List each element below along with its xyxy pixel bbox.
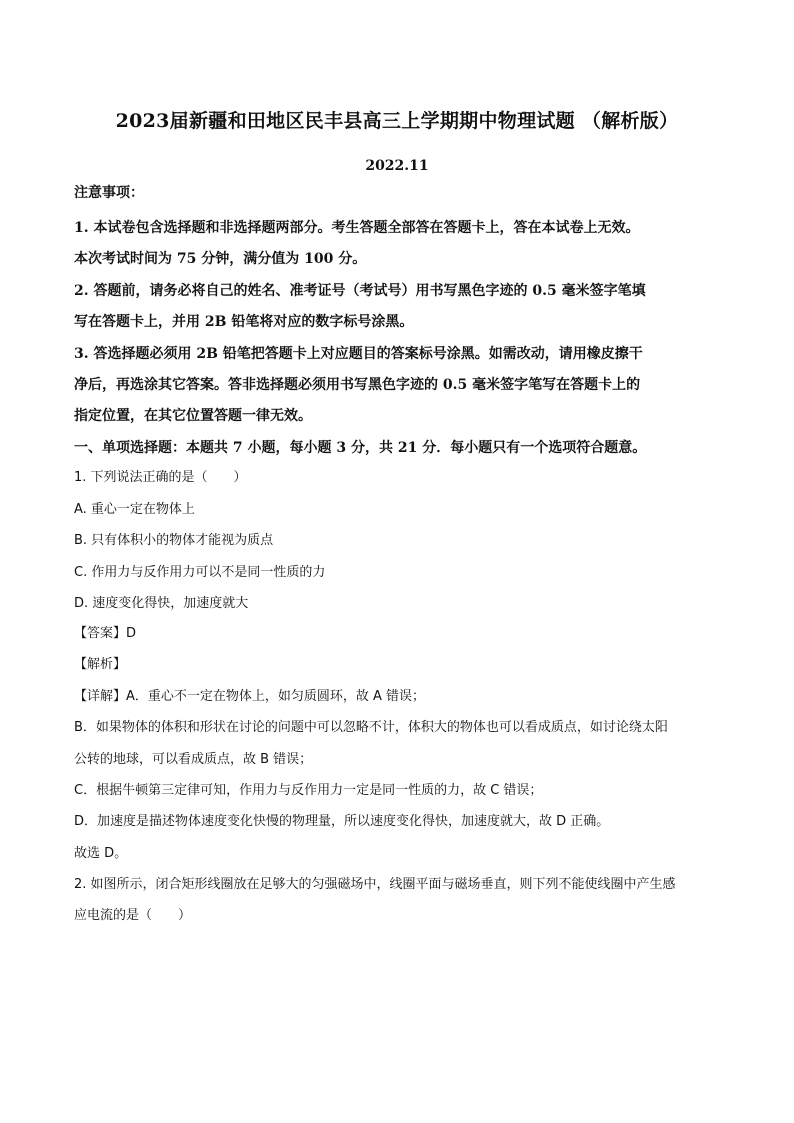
question-stem: 2. 如图所示，闭合矩形线圈放在足够大的匀强磁场中，线圈平面与磁场垂直，则下列不能使线圈中产生感 (74, 877, 676, 892)
document-date: 2022.11 (365, 158, 429, 174)
notice-line: 净后，再选涂其它答案。答非选择题必须用书写黑色字迹的 0.5 毫米签字笔写在答题卡上的 (74, 377, 641, 393)
notice-line: 1. 本试卷包含选择题和非选择题两部分。考生答题全部答在答题卡上，答在本试卷上无效。 (74, 220, 640, 236)
answer-label: 【答案】D (74, 626, 137, 641)
option-b: B. 只有体积小的物体才能视为质点 (74, 533, 274, 548)
analysis-label: 【解析】 (74, 657, 127, 672)
question-stem: 1. 下列说法正确的是（ ） (74, 470, 247, 485)
detail-line: 【详解】A．重心不一定在物体上，如匀质圆环，故 A 错误； (74, 689, 426, 704)
detail-line: C．根据牛顿第三定律可知，作用力与反作用力一定是同一性质的力，故 C 错误； (74, 783, 543, 798)
option-a: A. 重心一定在物体上 (74, 502, 195, 517)
option-d: D. 速度变化得快，加速度就大 (74, 596, 249, 611)
notice-line: 2. 答题前，请务必将自己的姓名、准考证号（考试号）用书写黑色字迹的 0.5 毫米签字笔填 (74, 283, 646, 299)
detail-line: 公转的地球，可以看成质点，故 B 错误； (74, 752, 313, 767)
section-heading: 一、单项选择题：本题共 7 小题，每小题 3 分，共 21 分．每小题只有一个选项符合题意。 (74, 440, 647, 456)
detail-line: 故选 D。 (74, 846, 128, 861)
notice-heading: 注意事项： (74, 185, 144, 201)
detail-line: B．如果物体的体积和形状在讨论的问题中可以忽略不计，体积大的物体也可以看成质点，如讨论绕太阳 (74, 720, 668, 735)
notice-line: 指定位置，在其它位置答题一律无效。 (74, 408, 312, 424)
notice-line: 本次考试时间为 75 分钟，满分值为 100 分。 (74, 251, 367, 267)
option-c: C. 作用力与反作用力可以不是同一性质的力 (74, 565, 326, 580)
notice-line: 3. 答选择题必须用 2B 铅笔把答题卡上对应题目的答案标号涂黑。如需改动，请用橡皮擦干 (74, 346, 643, 362)
question-stem: 应电流的是（ ） (74, 908, 192, 923)
detail-line: D．加速度是描述物体速度变化快慢的物理量，所以速度变化得快，加速度就大，故 D 正确。 (74, 814, 610, 829)
notice-line: 写在答题卡上，并用 2B 铅笔将对应的数字标号涂黑。 (74, 314, 414, 330)
document-title: 2023届新疆和田地区民丰县高三上学期期中物理试题 （解析版） (115, 110, 679, 132)
